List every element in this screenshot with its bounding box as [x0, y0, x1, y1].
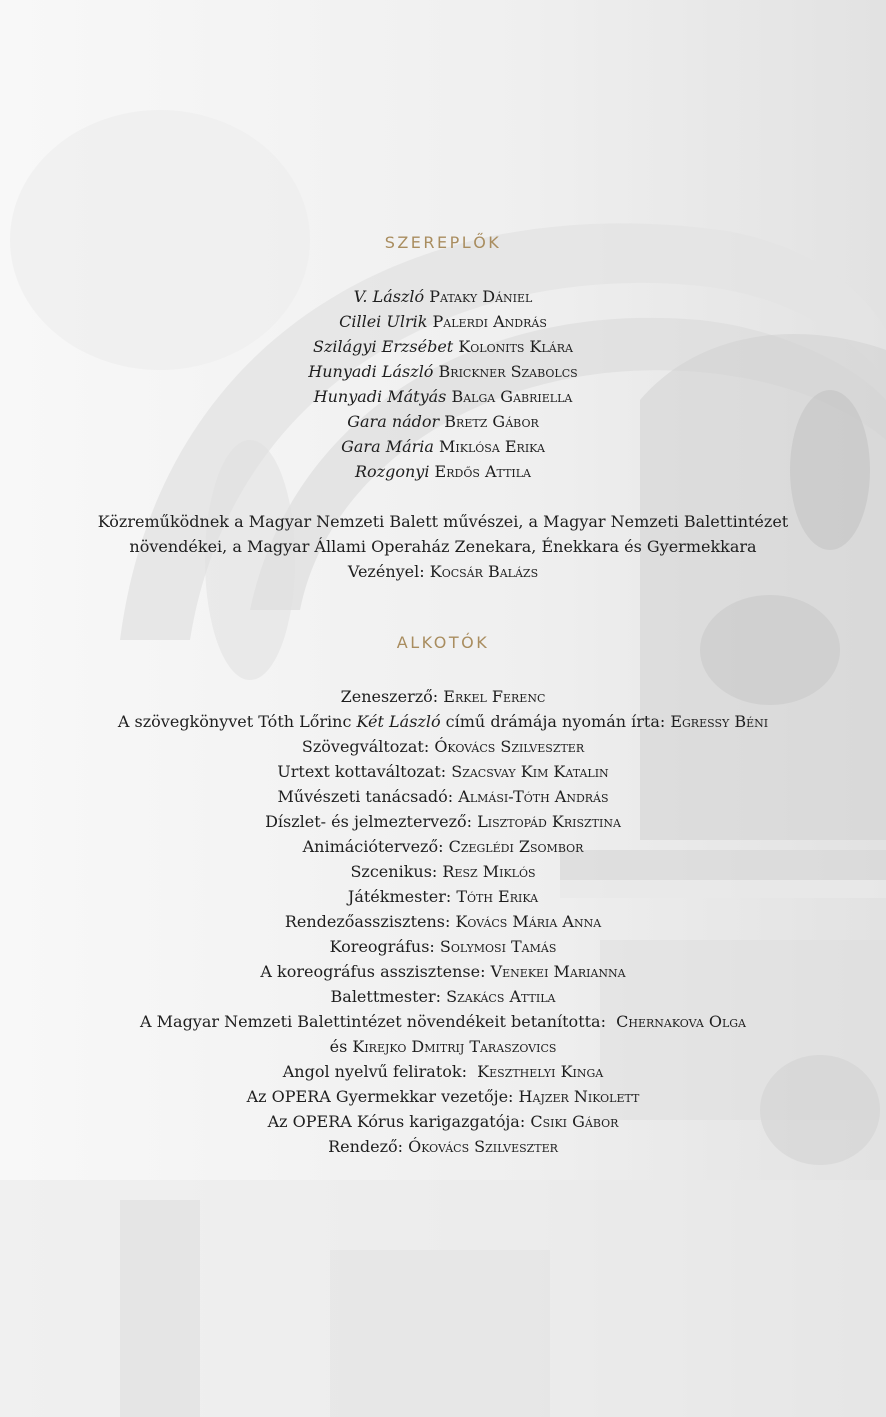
- credit-name: Resz Miklós: [442, 862, 536, 881]
- crew-entry-urtext: [0, 759, 886, 784]
- credit-name: Kirejko Dmitrij Taraszovics: [352, 1037, 557, 1056]
- credit-label: és: [329, 1037, 348, 1056]
- role-name: Gara nádor: [347, 412, 440, 431]
- credit-name: Venekei Marianna: [490, 962, 626, 981]
- note-line: növendékei, a Magyar Állami Operaház Zenekara, Énekkara és Gyermekkara: [129, 537, 757, 556]
- performer-name: Erdős Attila: [434, 462, 531, 481]
- credit-name: Szacsvay Kim Katalin: [451, 762, 609, 781]
- performer-name: Brickner Szabolcs: [438, 362, 578, 381]
- cast-entry: [0, 384, 886, 409]
- drama-title: Két László: [356, 712, 441, 731]
- cast-heading: SZEREPLŐK: [384, 233, 502, 252]
- performer-name: Balga Gabriella: [451, 387, 573, 406]
- crew-entry-animation: [0, 834, 886, 859]
- participants-note: [0, 509, 886, 584]
- cast-list: [0, 284, 886, 484]
- credit-label: Rendezőasszisztens:: [284, 912, 451, 931]
- role-name: Szilágyi Erzsébet: [313, 337, 454, 356]
- crew-list: [0, 684, 886, 1159]
- credit-label: Rendező:: [328, 1137, 404, 1156]
- credit-name: Keszthelyi Kinga: [477, 1062, 604, 1081]
- credit-name: Tóth Erika: [456, 887, 539, 906]
- crew-entry-ballet-institute-2: [0, 1034, 886, 1059]
- cast-entry: [0, 309, 886, 334]
- cast-entry: [0, 359, 886, 384]
- credit-label: Zeneszerző:: [340, 687, 439, 706]
- credit-label: A Magyar Nemzeti Balettintézet növendékeit betanította:: [140, 1012, 606, 1031]
- crew-entry-ballet-institute: [0, 1009, 886, 1034]
- cast-entry: [0, 284, 886, 309]
- cast-entry: [0, 409, 886, 434]
- credit-label: Az OPERA Kórus karigazgatója:: [267, 1112, 526, 1131]
- credit-label: Balettmester:: [330, 987, 442, 1006]
- credit-label: Díszlet- és jelmeztervező:: [265, 812, 473, 831]
- role-name: Rozgonyi: [355, 462, 430, 481]
- performer-name: Miklósa Erika: [439, 437, 545, 456]
- conductor-name: Kocsár Balázs: [429, 562, 539, 581]
- credit-label: A szövegkönyvet Tóth Lőrinc: [117, 712, 352, 731]
- crew-entry-composer: [0, 684, 886, 709]
- credit-label: Animációtervező:: [302, 837, 444, 856]
- credit-label: Művészeti tanácsadó:: [277, 787, 454, 806]
- credit-label: A koreográfus asszisztense:: [260, 962, 486, 981]
- crew-entry-text-version: [0, 734, 886, 759]
- crew-entry-libretto: [0, 709, 886, 734]
- credit-name: Almási-Tóth András: [458, 787, 609, 806]
- crew-entry-ballet-master: [0, 984, 886, 1009]
- crew-entry-choir: [0, 1109, 886, 1134]
- performer-name: Pataky Dániel: [429, 287, 533, 306]
- role-name: Cillei Ulrik: [339, 312, 428, 331]
- crew-entry-choreographer: [0, 934, 886, 959]
- credit-name: Chernakova Olga: [616, 1012, 746, 1031]
- credit-name: Egressy Béni: [670, 712, 769, 731]
- credit-label: Angol nyelvű feliratok:: [282, 1062, 467, 1081]
- crew-entry-choreo-assistant: [0, 959, 886, 984]
- credit-name: Solymosi Tamás: [439, 937, 557, 956]
- performer-name: Bretz Gábor: [444, 412, 539, 431]
- credit-label: Urtext kottaváltozat:: [277, 762, 447, 781]
- crew-entry-director: [0, 1134, 886, 1159]
- credit-label: Az OPERA Gyermekkar vezetője:: [246, 1087, 514, 1106]
- conductor-label: Vezényel:: [347, 562, 425, 581]
- conductor-line: [0, 559, 886, 584]
- credit-name: Csiki Gábor: [530, 1112, 619, 1131]
- credit-name: Ókovács Szilveszter: [434, 737, 585, 756]
- performer-name: Kolonits Klára: [458, 337, 573, 356]
- role-name: Hunyadi László: [308, 362, 434, 381]
- crew-entry-childrens-choir: [0, 1084, 886, 1109]
- credit-label: Koreográfus:: [329, 937, 435, 956]
- crew-entry-set-costume: [0, 809, 886, 834]
- role-name: Gara Mária: [341, 437, 434, 456]
- crew-entry-assistant-director: [0, 909, 886, 934]
- credit-label: Játékmester:: [347, 887, 452, 906]
- credit-label: című drámája nyomán írta:: [445, 712, 666, 731]
- cast-entry: [0, 334, 886, 359]
- credit-label: Szövegváltozat:: [301, 737, 430, 756]
- credit-name: Czeglédi Zsombor: [448, 837, 584, 856]
- credit-name: Ókovács Szilveszter: [408, 1137, 558, 1156]
- note-line: Közreműködnek a Magyar Nemzeti Balett művészei, a Magyar Nemzeti Balettintézet: [97, 512, 789, 531]
- credit-label: Szcenikus:: [350, 862, 438, 881]
- performer-name: Palerdi András: [432, 312, 547, 331]
- cast-entry: [0, 434, 886, 459]
- crew-entry-artistic-advisor: [0, 784, 886, 809]
- role-name: V. László: [353, 287, 425, 306]
- credit-name: Erkel Ferenc: [443, 687, 546, 706]
- crew-heading: ALKOTÓK: [396, 633, 490, 652]
- cast-entry: [0, 459, 886, 484]
- crew-entry-game-master: [0, 884, 886, 909]
- credit-name: Lisztopád Krisztina: [477, 812, 621, 831]
- crew-entry-subtitles: [0, 1059, 886, 1084]
- role-name: Hunyadi Mátyás: [313, 387, 447, 406]
- credit-name: Hajzer Nikolett: [518, 1087, 640, 1106]
- credit-name: Kovács Mária Anna: [455, 912, 602, 931]
- crew-entry-scenic: [0, 859, 886, 884]
- credit-name: Szakács Attila: [446, 987, 556, 1006]
